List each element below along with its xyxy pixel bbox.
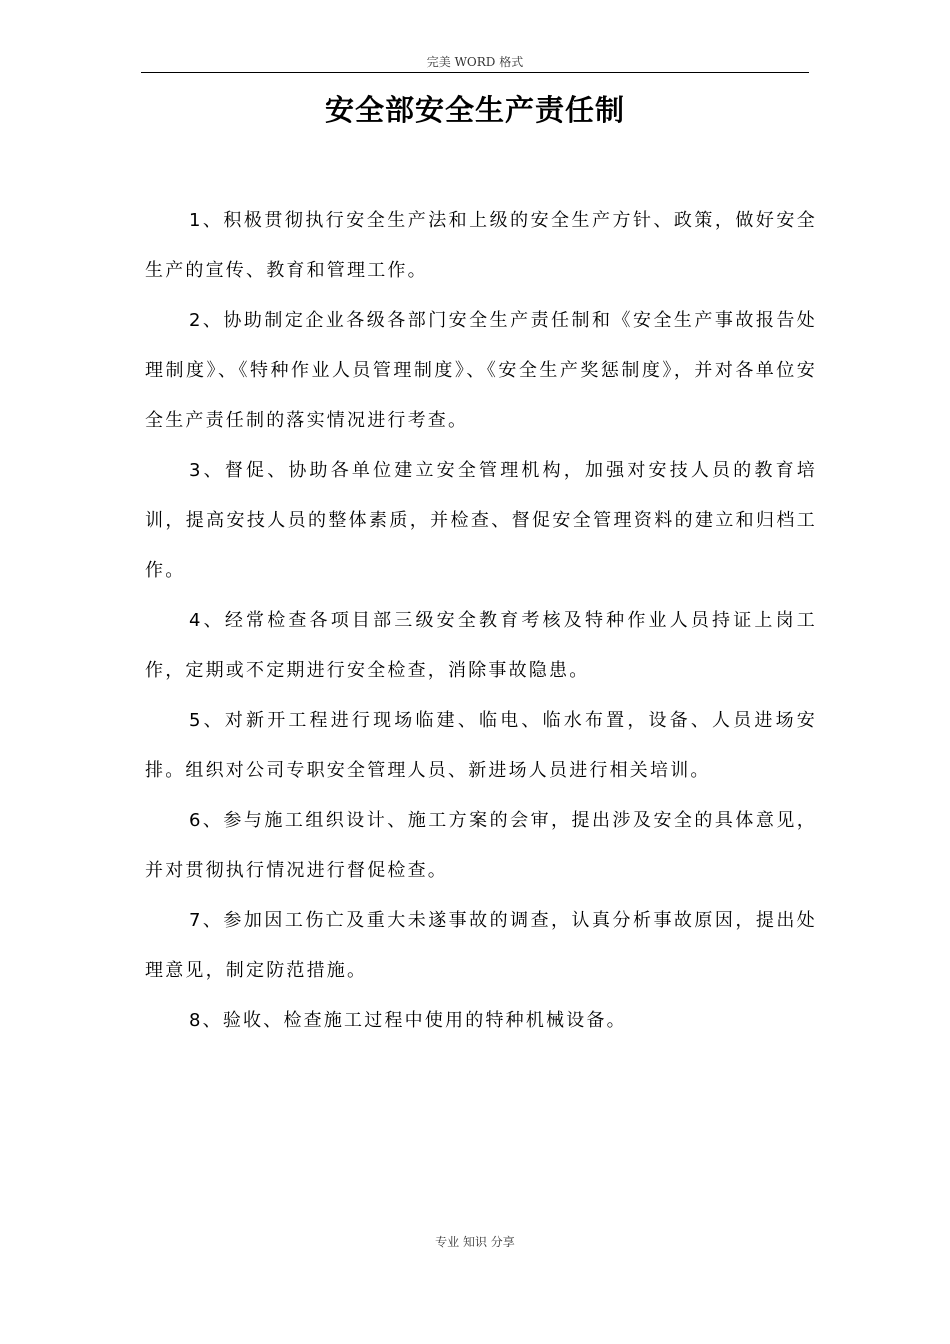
paragraph-4: 4、经常检查各项目部三级安全教育考核及特种作业人员持证上岗工作，定期或不定期进行安全检查，消除事故隐患。 xyxy=(145,610,817,681)
document-body xyxy=(145,196,817,1046)
paragraph-2: 2、协助制定企业各级各部门安全生产责任制和《安全生产事故报告处理制度》、《特种作业人员管理制度》、《安全生产奖惩制度》，并对各单位安全生产责任制的落实情况进行考查。 xyxy=(145,310,817,431)
paragraph-3: 3、督促、协助各单位建立安全管理机构，加强对安技人员的教育培训，提高安技人员的整体素质，并检查、督促安全管理资料的建立和归档工作。 xyxy=(145,460,817,581)
document-title: 安全部安全生产责任制 xyxy=(324,93,625,127)
paragraph-6: 6、参与施工组织设计、施工方案的会审，提出涉及安全的具体意见，并对贯彻执行情况进行督促检查。 xyxy=(145,810,817,881)
paragraph-5: 5、对新开工程进行现场临建、临电、临水布置，设备、人员进场安排。组织对公司专职安全管理人员、新进场人员进行相关培训。 xyxy=(145,710,817,781)
page-header: 完美 WORD 格式 xyxy=(426,55,524,69)
paragraph-7: 7、参加因工伤亡及重大未遂事故的调查，认真分析事故原因，提出处理意见，制定防范措施。 xyxy=(145,910,817,981)
page-footer: 专业 知识 分享 xyxy=(435,1235,515,1249)
paragraph-1: 1、积极贯彻执行安全生产法和上级的安全生产方针、政策，做好安全生产的宣传、教育和管理工作。 xyxy=(145,210,817,281)
header-divider xyxy=(141,72,809,73)
paragraph-8: 8、验收、检查施工过程中使用的特种机械设备。 xyxy=(189,1010,627,1031)
